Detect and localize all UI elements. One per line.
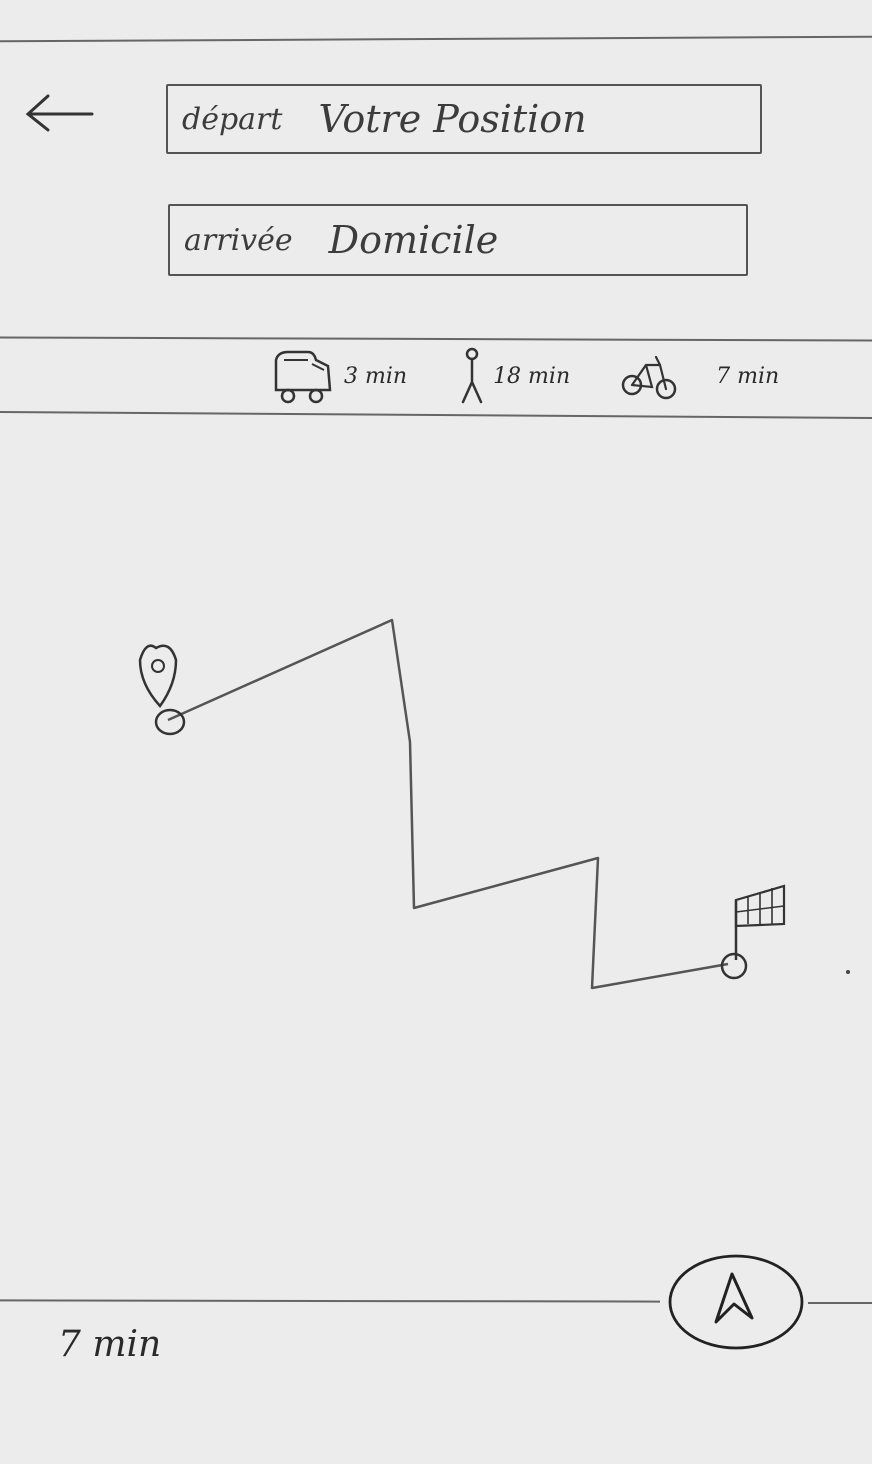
top-divider xyxy=(0,36,872,43)
footer-divider xyxy=(0,1299,660,1302)
walk-duration: 18 min xyxy=(493,363,571,389)
bus-duration: 3 min xyxy=(344,363,408,389)
walk-icon xyxy=(457,346,487,406)
origin-label: départ xyxy=(182,101,283,137)
origin-field[interactable] xyxy=(166,84,762,154)
mode-bike[interactable] xyxy=(620,351,779,401)
footer-divider-right xyxy=(808,1302,872,1304)
origin-value: Votre Position xyxy=(318,97,587,141)
destination-label: arrivée xyxy=(184,222,293,258)
bike-duration: 7 min xyxy=(716,363,780,389)
left-arrow-icon xyxy=(22,86,98,142)
mode-bus[interactable] xyxy=(268,346,407,406)
mode-walk[interactable] xyxy=(457,346,570,406)
route-duration: 7 min xyxy=(58,1324,162,1365)
start-navigation-button[interactable] xyxy=(668,1252,804,1352)
route-path xyxy=(168,620,728,988)
bus-icon xyxy=(268,346,338,406)
back-button[interactable] xyxy=(22,86,98,142)
destination-value: Domicile xyxy=(328,218,499,262)
finish-flag-icon[interactable] xyxy=(722,886,784,978)
navigation-arrow-icon xyxy=(668,1252,804,1352)
location-pin-icon[interactable] xyxy=(140,646,184,734)
destination-field[interactable] xyxy=(168,204,748,276)
transport-mode-bar xyxy=(268,340,858,412)
route-map[interactable] xyxy=(0,440,872,1290)
modes-divider xyxy=(0,411,872,419)
bike-icon xyxy=(620,351,680,401)
